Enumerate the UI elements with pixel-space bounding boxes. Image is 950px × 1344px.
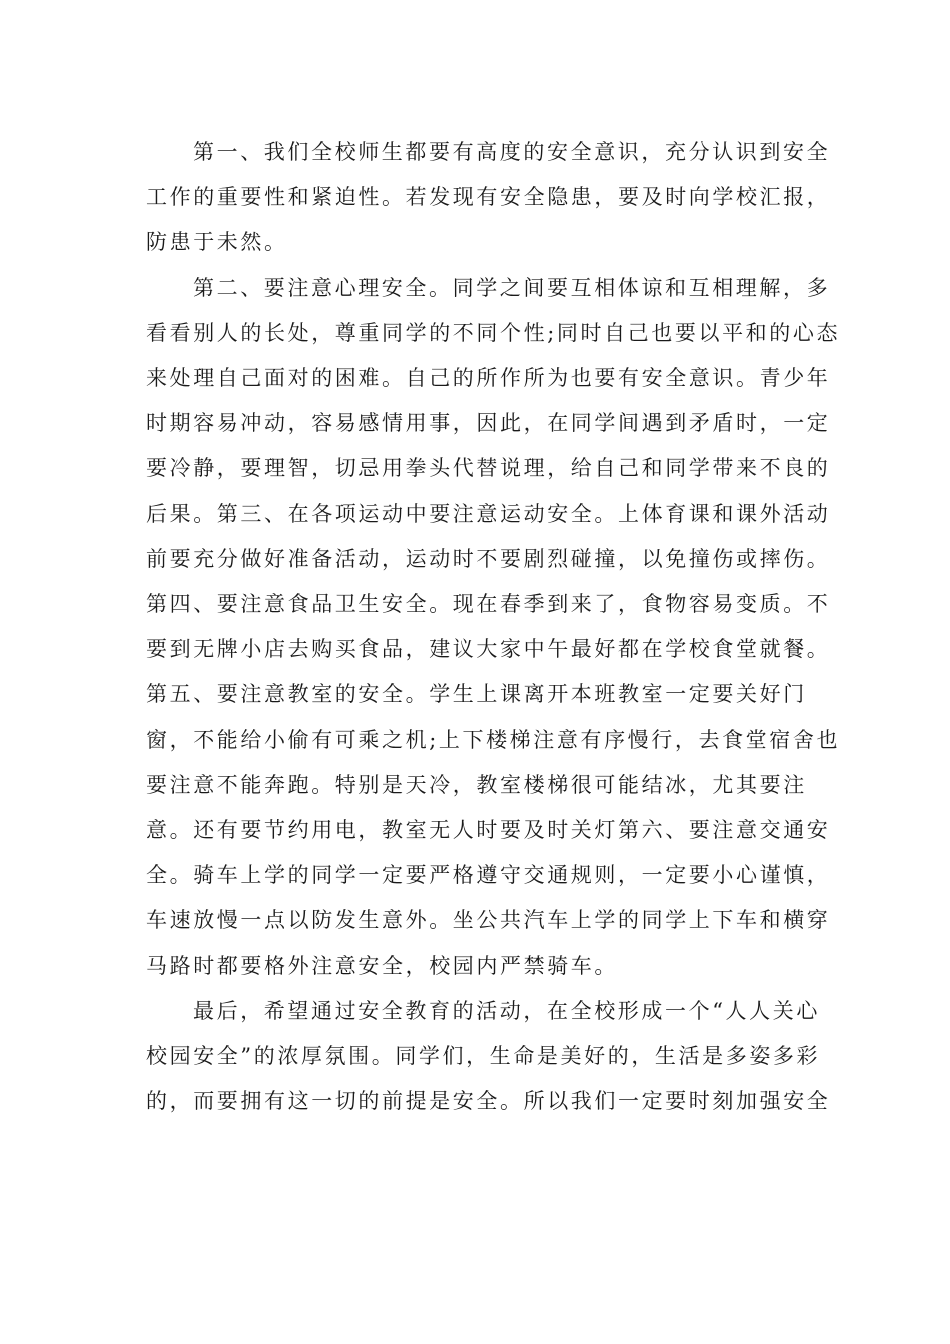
paragraph-line: 工作的重要性和紧迫性。若发现有安全隐患，要及时向学校汇报，	[146, 185, 831, 210]
paragraph-line: 要冷静，要理智，切忌用拳头代替说理，给自己和同学带来不良的	[146, 456, 831, 481]
paragraph-line: 防患于未然。	[146, 230, 288, 255]
paragraph-line: 窗，不能给小偷有可乘之机;上下楼梯注意有序慢行，去食堂宿舍也	[146, 727, 841, 752]
paragraph-line: 车速放慢一点以防发生意外。坐公共汽车上学的同学上下车和横穿	[146, 908, 831, 933]
paragraph-line: 第四、要注意食品卫生安全。现在春季到来了，食物容易变质。不	[146, 592, 831, 617]
paragraph-line: 看看别人的长处，尊重同学的不同个性;同时自己也要以平和的心态	[146, 320, 841, 345]
paragraph-line: 第一、我们全校师生都要有高度的安全意识，充分认识到安全	[193, 140, 831, 164]
paragraph-line: 马路时都要格外注意安全，校园内严禁骑车。	[146, 953, 618, 978]
paragraph-1	[146, 130, 831, 266]
paragraph-3	[146, 989, 831, 1125]
paragraph-line: 第二、要注意心理安全。同学之间要互相体谅和互相理解，多	[193, 275, 831, 300]
paragraph-line: 前要充分做好准备活动，运动时不要剧烈碰撞，以免撞伤或摔伤。	[146, 546, 831, 571]
paragraph-line: 时期容易冲动，容易感情用事，因此，在同学间遇到矛盾时，一定	[146, 411, 831, 436]
paragraph-line: 来处理自己面对的困难。自己的所作所为也要有安全意识。青少年	[146, 366, 831, 391]
paragraph-line: 最后，希望通过安全教育的活动，在全校形成一个“人人关心	[193, 998, 820, 1023]
paragraph-line: 的，而要拥有这一切的前提是安全。所以我们一定要时刻加强安全	[146, 1089, 831, 1114]
paragraph-line: 校园安全”的浓厚氛围。同学们，生命是美好的，生活是多姿多彩	[146, 1044, 821, 1069]
document-body	[146, 130, 841, 1124]
paragraph-line: 第五、要注意教室的安全。学生上课离开本班教室一定要关好门	[146, 682, 807, 707]
paragraph-line: 要注意不能奔跑。特别是天冷，教室楼梯很可能结冰，尤其要注	[146, 772, 807, 797]
paragraph-line: 后果。第三、在各项运动中要注意运动安全。上体育课和课外活动	[146, 501, 831, 526]
paragraph-2	[146, 266, 841, 989]
paragraph-line: 意。还有要节约用电，教室无人时要及时关灯第六、要注意交通安	[146, 818, 831, 843]
paragraph-line: 要到无牌小店去购买食品，建议大家中午最好都在学校食堂就餐。	[146, 637, 831, 662]
paragraph-line: 全。骑车上学的同学一定要严格遵守交通规则，一定要小心谨慎，	[146, 863, 831, 888]
